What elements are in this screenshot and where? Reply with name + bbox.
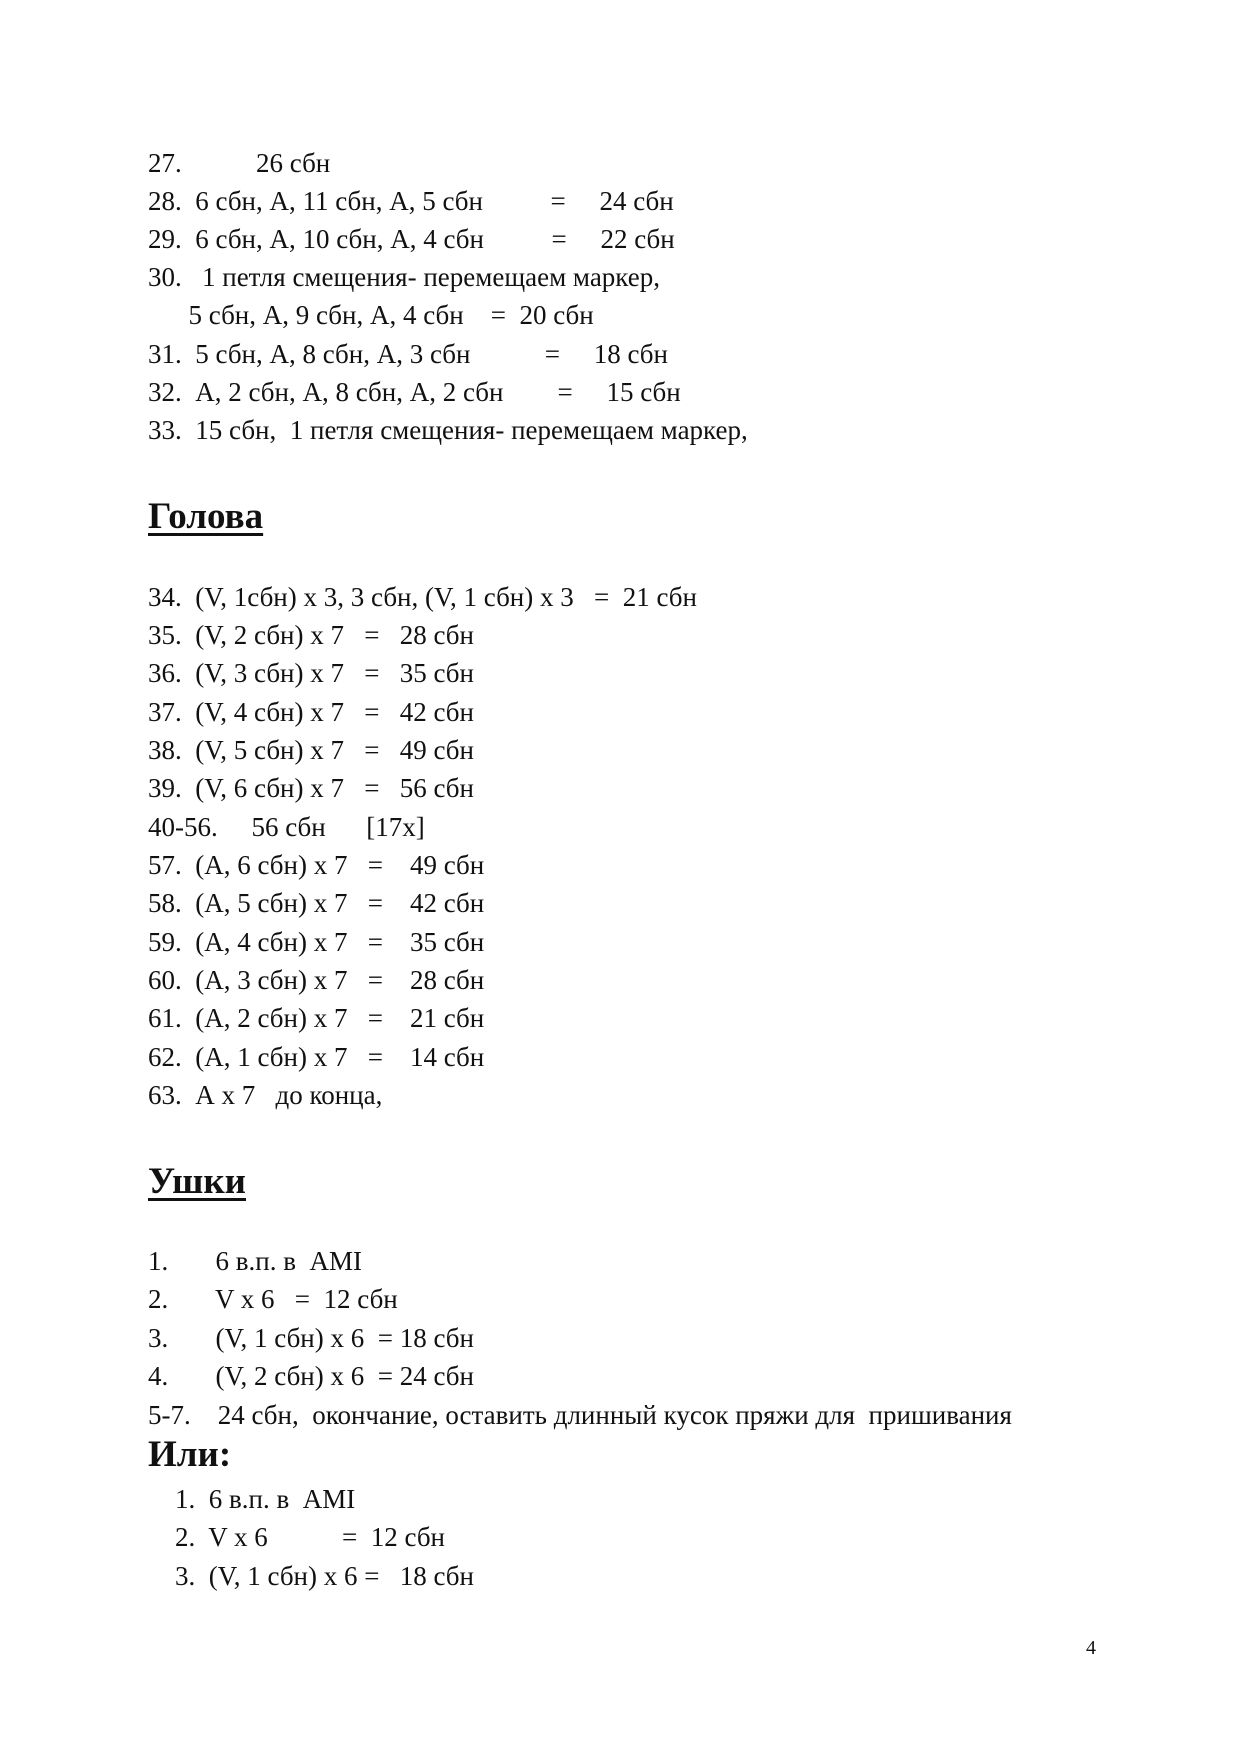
row-32: 32. А, 2 сбн, А, 8 сбн, А, 2 сбн = 15 сбн [148, 377, 681, 407]
row-29: 29. 6 сбн, А, 10 сбн, А, 4 сбн = 22 сбн [148, 224, 675, 254]
row-33: 33. 15 сбн, 1 петля смещения- перемещаем маркер, [148, 415, 748, 445]
row-62: 62. (А, 1 сбн) х 7 = 14 сбн [148, 1042, 485, 1072]
row-38: 38. (V, 5 сбн) х 7 = 49 сбн [148, 735, 474, 765]
ears-row-5-7: 5-7. 24 сбн, окончание, оставить длинный кусок пряжи для пришивания [148, 1400, 1012, 1430]
row-30: 30. 1 петля смещения- перемещаем маркер, [148, 262, 660, 292]
row-57: 57. (А, 6 сбн) х 7 = 49 сбн [148, 850, 485, 880]
row-28: 28. 6 сбн, А, 11 сбн, А, 5 сбн = 24 сбн [148, 186, 674, 216]
row-63: 63. А х 7 до конца, [148, 1080, 383, 1110]
row-37: 37. (V, 4 сбн) х 7 = 42 сбн [148, 697, 474, 727]
row-27: 27. 26 сбн [148, 148, 331, 178]
alt-row-2: 2. V х 6 = 12 сбн [148, 1522, 445, 1552]
ears-row-2: 2. V х 6 = 12 сбн [148, 1284, 398, 1314]
row-59: 59. (А, 4 сбн) х 7 = 35 сбн [148, 927, 485, 957]
heading-head: Голова [148, 496, 264, 537]
row-39: 39. (V, 6 сбн) х 7 = 56 сбн [148, 773, 474, 803]
heading-ears: Ушки [148, 1161, 246, 1202]
ears-row-3: 3. (V, 1 сбн) х 6 = 18 сбн [148, 1323, 474, 1353]
row-58: 58. (А, 5 сбн) х 7 = 42 сбн [148, 888, 485, 918]
row-34: 34. (V, 1сбн) х 3, 3 сбн, (V, 1 сбн) х 3 = 21 сбн [148, 582, 697, 612]
row-30-cont: 5 сбн, А, 9 сбн, А, 4 сбн = 20 сбн [148, 300, 594, 330]
heading-or: Или: [148, 1434, 232, 1475]
alt-row-1: 1. 6 в.п. в AMI [148, 1484, 356, 1514]
alt-row-3: 3. (V, 1 сбн) х 6 = 18 сбн [148, 1561, 474, 1591]
ears-row-1: 1. 6 в.п. в AMI [148, 1246, 362, 1276]
row-60: 60. (А, 3 сбн) х 7 = 28 сбн [148, 965, 485, 995]
row-36: 36. (V, 3 сбн) х 7 = 35 сбн [148, 658, 474, 688]
page-number: 4 [1086, 1637, 1096, 1659]
row-35: 35. (V, 2 сбн) х 7 = 28 сбн [148, 620, 474, 650]
row-40-56: 40-56. 56 сбн [17х] [148, 812, 425, 842]
row-61: 61. (А, 2 сбн) х 7 = 21 сбн [148, 1003, 485, 1033]
ears-row-4: 4. (V, 2 сбн) х 6 = 24 сбн [148, 1361, 474, 1391]
row-31: 31. 5 сбн, А, 8 сбн, А, 3 сбн = 18 сбн [148, 339, 668, 369]
